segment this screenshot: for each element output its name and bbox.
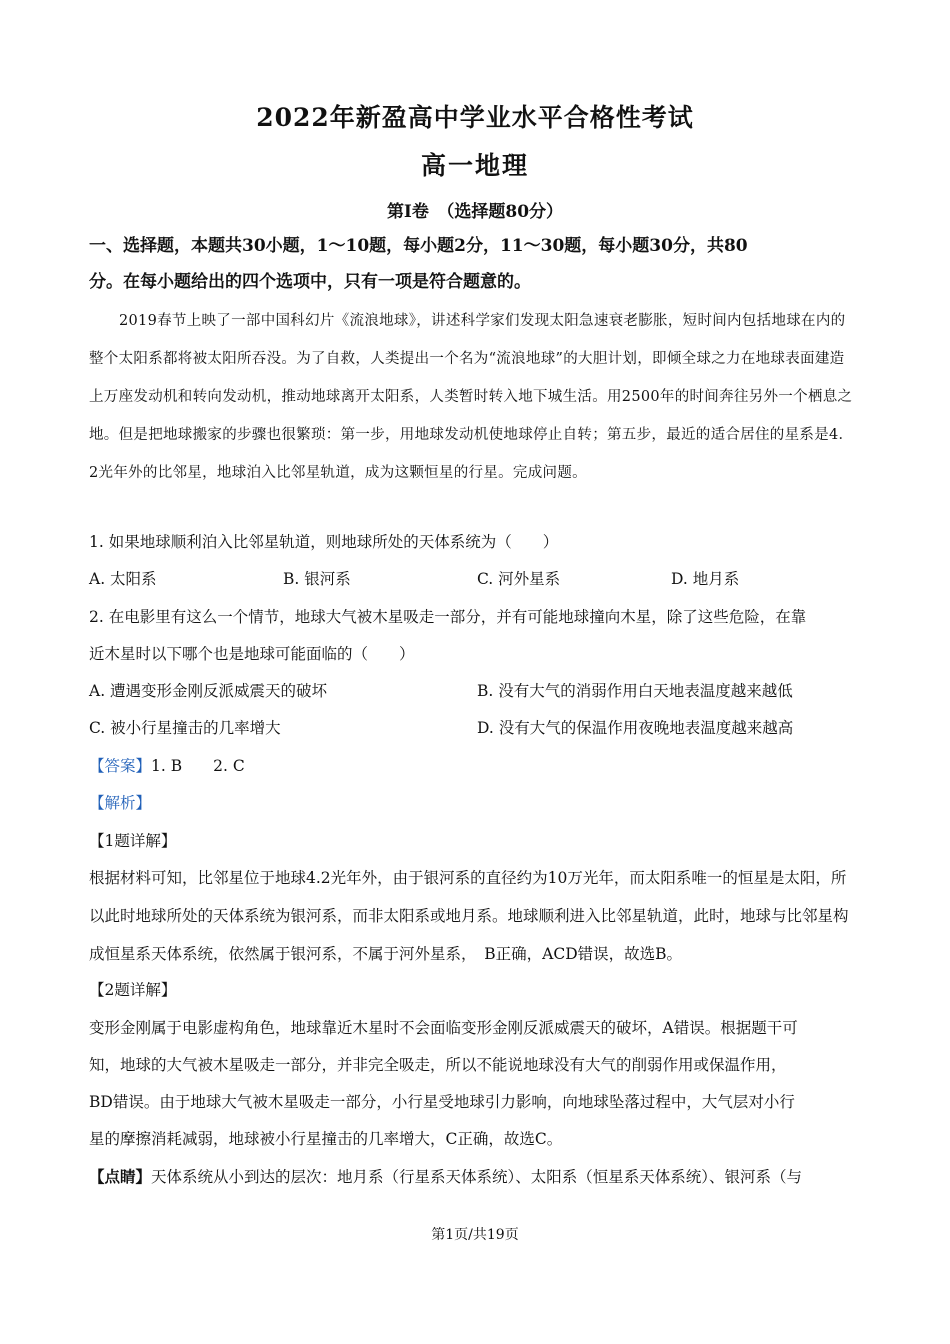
q1-option-a: A. 太阳系 [89, 570, 157, 588]
note-label: 【点睛】 [89, 1167, 152, 1186]
detail-1-text: 根据材料可知，比邻星位于地球4.2光年外，由于银河系的直径约为10万光年，而太阳系唯一的恒星是太阳，所以此时地球所处的天体系统为银河系，而非太阳系或地月系。地球顺利进入比邻星轨道，此时，地球与比邻星构成恒星系天体系统，依然属于银河系，不属于河外星系， B正确，ACD错误，故选B。 [89, 869, 849, 963]
detail-2-label: 【2题详解】 [89, 981, 177, 999]
detail-1-label: 【1题详解】 [89, 832, 177, 850]
analysis-label: 【解析】 [89, 794, 152, 812]
section-instruction-line1: 一、选择题，本题共30小题，1～10题，每小题2分，11～30题，每小题30分，共80 [89, 236, 748, 256]
q2-option-a: A. 遭遇变形金刚反派威震天的破坏 [89, 682, 328, 700]
q1-option-b: B. 银河系 [283, 570, 351, 588]
answer-line [89, 748, 869, 784]
reading-material: 2019春节上映了一部中国科幻片《流浪地球》，讲述科学家们发现太阳急速衰老膨胀，短时间内包括地球在内的整个太阳系都将被太阳所吞没。为了自救，人类提出一个名为“流浪地球”的大胆计划，即倾全球之力在地球表面建造上万座发动机和转向发动机，推动地球离开太阳系，人类暂时转入地下城生活。用2500年的时间奔往另外一个栖息之地。但是把地球搬家的步骤也很繁琐：第一步，用地球发动机使地球停止自转；第五步，最近的适合居住的星系是4．2光年外的比邻星，地球泊入比邻星轨道，成为这颗恒星的行星。完成问题。 [89, 313, 854, 481]
note-line [89, 1159, 869, 1195]
question-1-stem: 1. 如果地球顺利泊入比邻星轨道，则地球所处的天体系统为（ ） [89, 533, 559, 551]
detail-2-line3: BD错误。由于地球大气被木星吸走一部分，小行星受地球引力影响，向地球坠落过程中，大气层对小行 [89, 1093, 795, 1111]
note-text: 天体系统从小到达的层次：地月系（行星系天体系统）、太阳系（恒星系天体系统）、银河系（与 [151, 1168, 803, 1186]
question-2-stem-line1: 2. 在电影里有这么一个情节，地球大气被木星吸走一部分，并有可能地球撞向木星，除了这些危险，在靠 [89, 608, 807, 626]
question-1-options [89, 561, 869, 597]
volume-heading: 第Ⅰ卷 （选择题80分） [386, 202, 564, 222]
detail-2-line1: 变形金刚属于电影虚构角色，地球靠近木星时不会面临变形金刚反派威震天的破坏，A错误。根据题干可 [89, 1019, 798, 1037]
section-instruction-line2: 分。在每小题给出的四个选项中，只有一项是符合题意的。 [89, 272, 531, 292]
page-number: 第1页/共19页 [431, 1227, 519, 1243]
exam-title: 2022年新盈高中学业水平合格性考试 [256, 103, 694, 132]
question-2-options-row2 [89, 710, 869, 746]
question-2-options-row1 [89, 673, 869, 709]
detail-2-line4: 星的摩擦消耗减弱，地球被小行星撞击的几率增大，C正确，故选C。 [89, 1130, 563, 1148]
answer-label: 【答案】 [89, 757, 152, 775]
q1-option-c: C. 河外星系 [477, 570, 561, 588]
q2-option-d: D. 没有大气的保温作用夜晚地表温度越来越高 [477, 719, 794, 737]
answer-text: 1. B 2. C [151, 757, 245, 775]
q2-option-b: B. 没有大气的消弱作用白天地表温度越来越低 [477, 682, 793, 700]
subject-title: 高一地理 [420, 151, 529, 180]
q1-option-d: D. 地月系 [671, 570, 740, 588]
detail-2-line2: 知，地球的大气被木星吸走一部分，并非完全吸走，所以不能说地球没有大气的削弱作用或保温作用， [89, 1056, 787, 1074]
question-2-stem-line2: 近木星时以下哪个也是地球可能面临的（ ） [89, 645, 415, 663]
q2-option-c: C. 被小行星撞击的几率增大 [89, 719, 281, 737]
